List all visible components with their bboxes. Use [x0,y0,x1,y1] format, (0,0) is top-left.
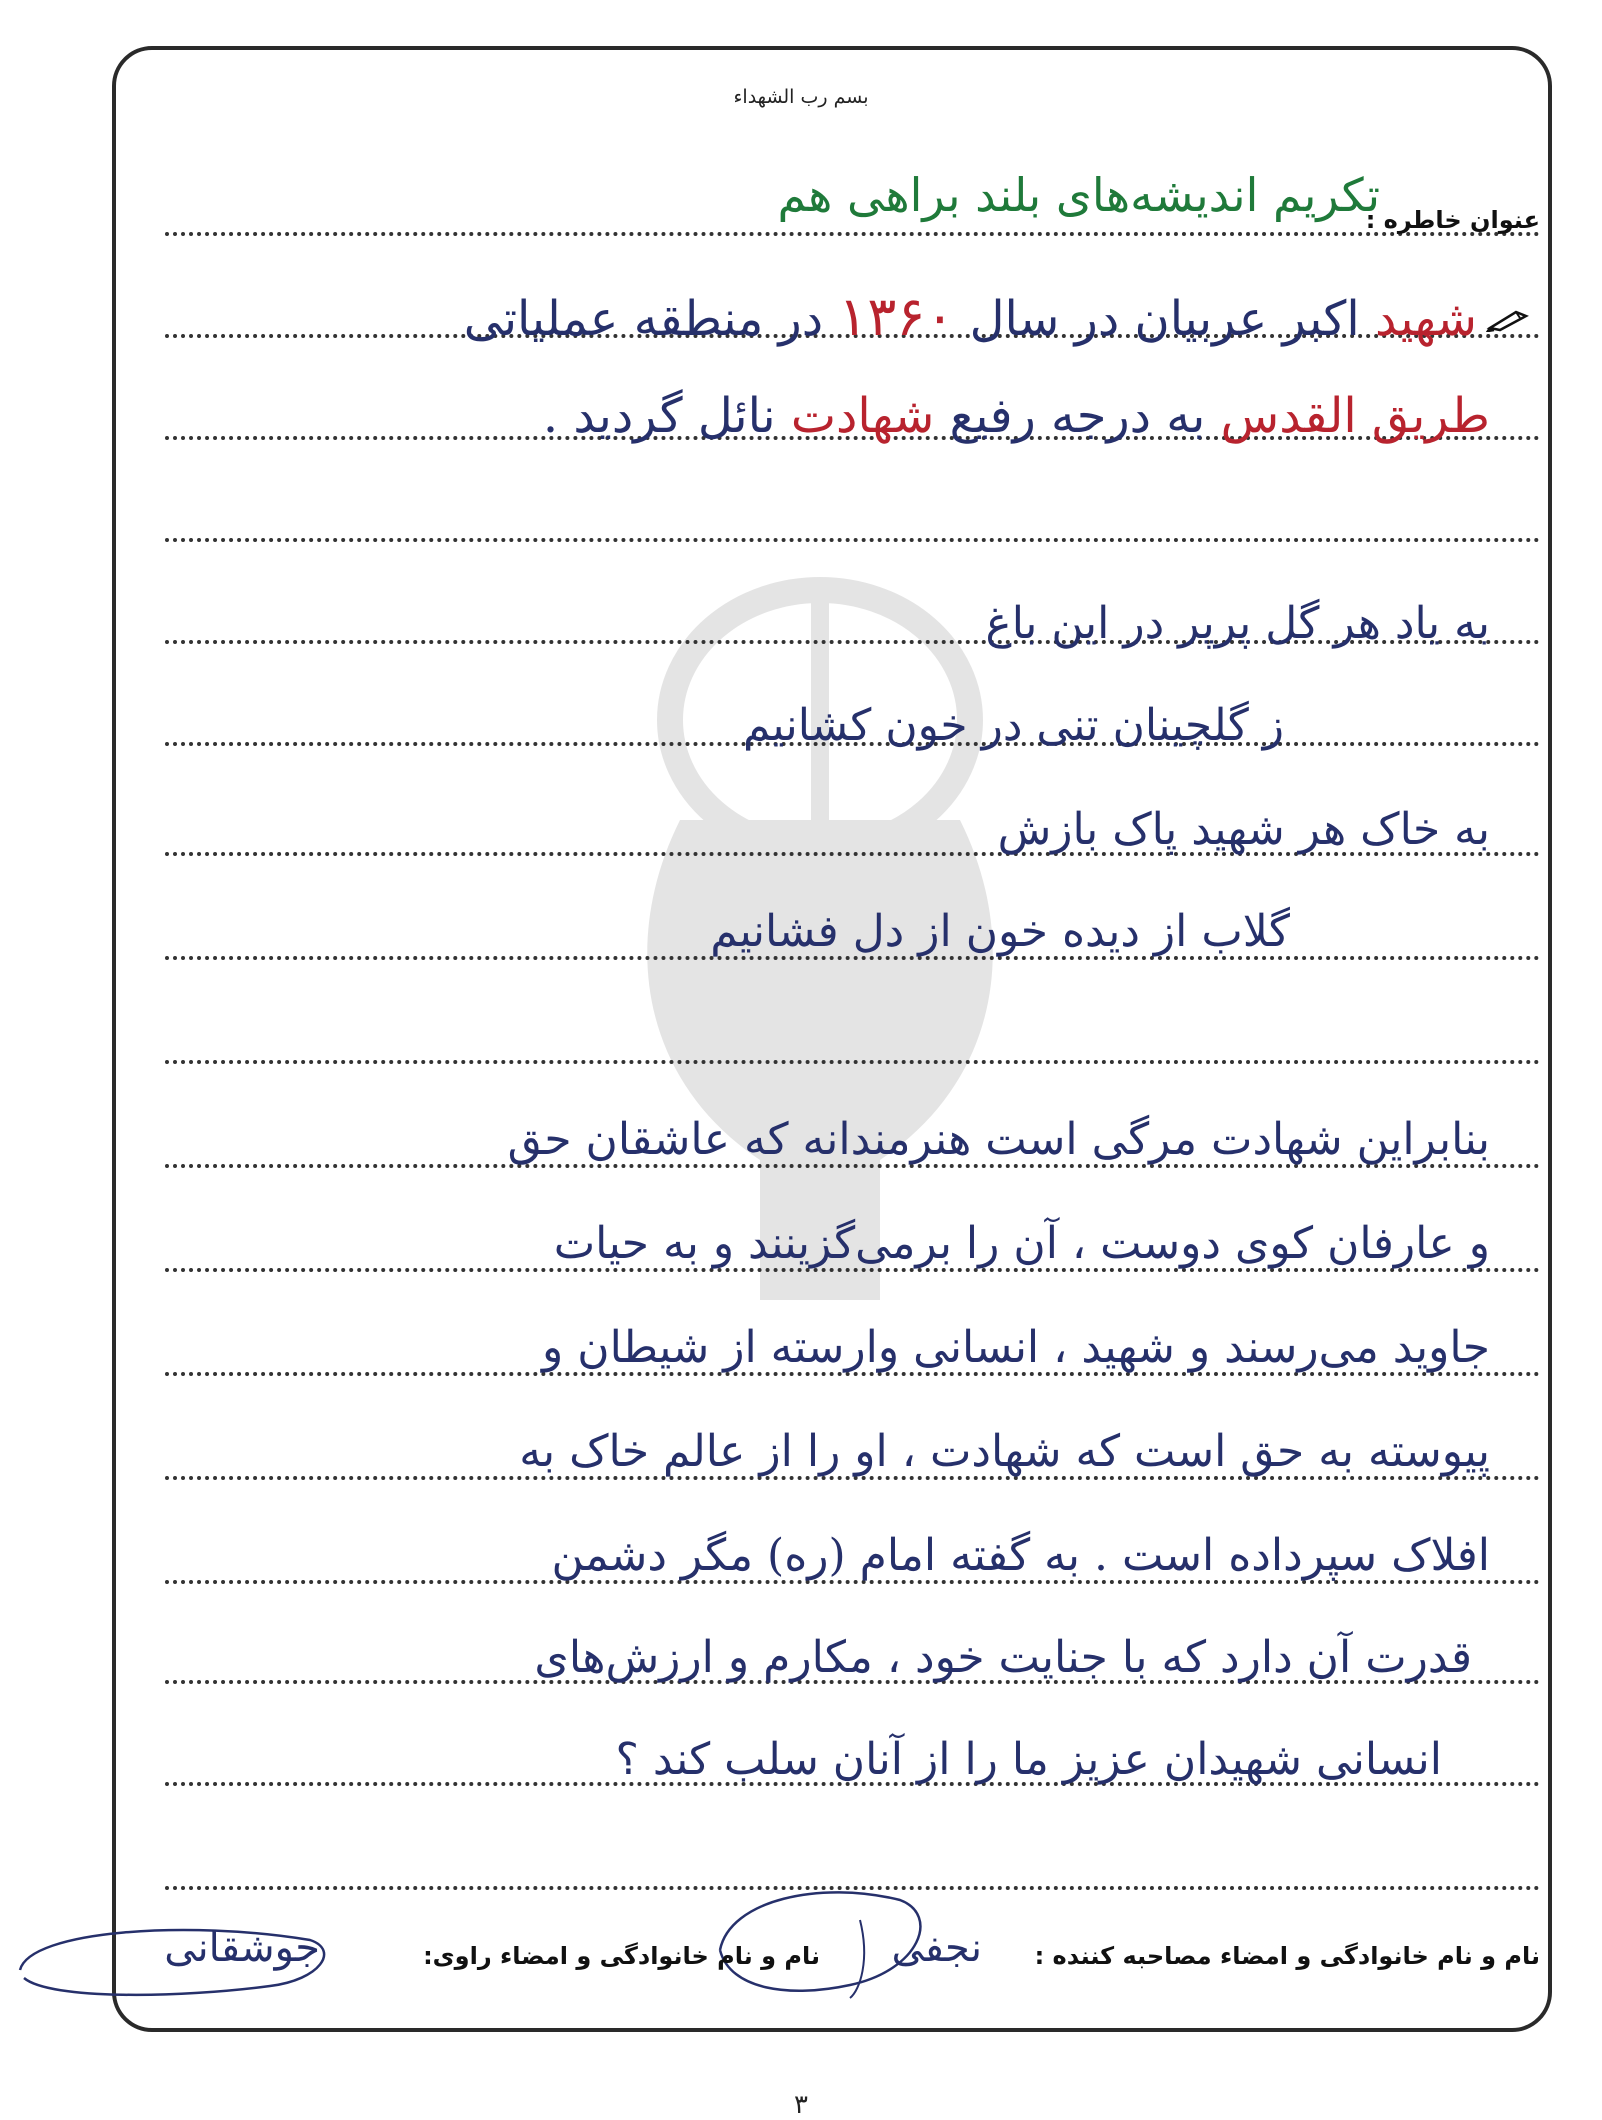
paragraph-line-4: پیوسته به حق است که شهادت ، او را از عالم خاک به [519,1426,1490,1477]
poem-line-2: ز گلچینان تنی در خون کشانیم [742,700,1284,751]
paragraph-line-1: بنابراین شهادت مرگی است هنرمندانه که عاشقان حق [507,1114,1490,1165]
poem-line-3: به خاک هر شهید پاک بازش [997,804,1490,855]
narrator-name: جوشقانی [164,1925,320,1971]
line1-text: اکبر عربیان در سال [969,291,1360,347]
line1-tail: در منطقه عملیاتی [463,291,824,347]
interviewer-signature [700,1880,940,2000]
paragraph-line-2: و عارفان کوی دوست ، آن را برمی‌گزینند و به حیات [553,1218,1490,1269]
body-line-2 [542,388,1490,444]
shahid-word: شهید [1374,291,1477,347]
interviewer-label: نام و نام خانوادگی و امضاء مصاحبه کننده : [1034,1942,1540,1970]
poem-line-4: گلاب از دیده خون از دل فشانیم [710,906,1290,957]
memory-title-value: تکریم اندیشه‌های بلند براهی هم [777,168,1380,222]
bismillah-header: بسم رب الشهداء [733,86,869,108]
paragraph-line-6: قدرت آن دارد که با جنایت خود ، مکارم و ارزش‌های [534,1632,1472,1683]
narrator-label: نام و نام خانوادگی و امضاء راوی: [423,1942,820,1970]
dotted-line [165,538,1540,542]
body-line-1 [463,285,1477,348]
memory-title-label: عنوان خاطره : [1365,206,1540,234]
place-name: طریق القدس [1220,388,1490,444]
pen-icon [1486,308,1530,332]
paragraph-line-3: جاوید می‌رسند و شهید ، انسانی وارسته از شیطان و [542,1322,1490,1373]
interviewer-name: نجفی [891,1925,982,1971]
dotted-line [165,1060,1540,1064]
martyrdom-word: شهادت [790,388,935,444]
line2-tail: نائل گردید . [542,388,776,444]
paragraph-line-7: انسانی شهیدان عزیز ما را از آنان سلب کند ؟ [615,1734,1442,1785]
line1-year: ۱۳۶۰ [838,285,955,348]
watermark-caption: ۱۳۵۸ و امور ایثارگران [683,1053,957,1088]
page-number: ۳ [794,2090,808,2120]
poem-line-1: به یاد هر گل پرپر در این باغ [985,598,1490,649]
line2-text: به درجه رفیع [949,388,1206,444]
dotted-line [165,232,1540,236]
narrator-signature [10,1920,340,2000]
paragraph-line-5: افلاک سپرداده است . به گفته امام (ره) مگر دشمن [551,1530,1490,1581]
